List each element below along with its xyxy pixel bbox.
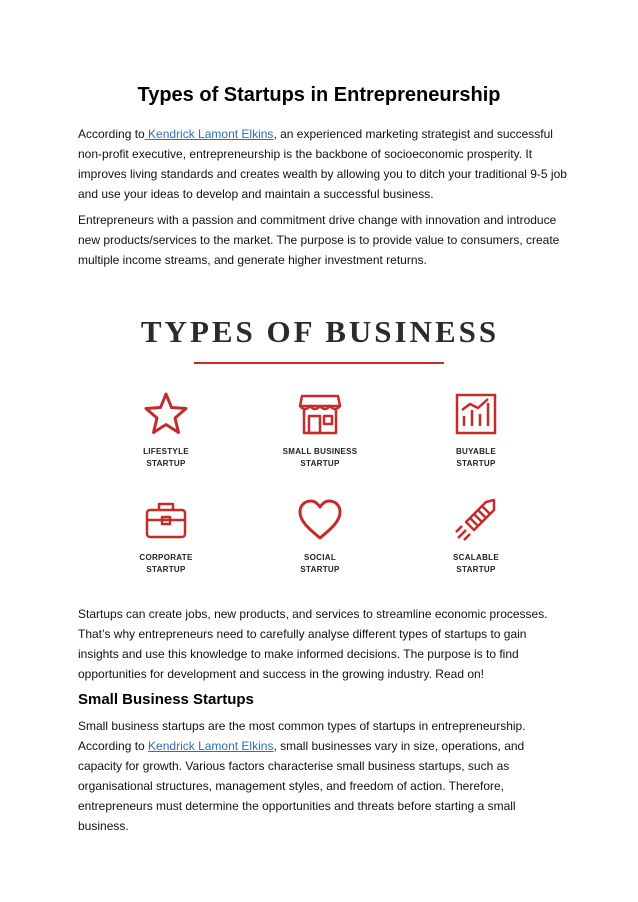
section-heading: Small Business Startups [78, 691, 254, 708]
corporate-startup-item [106, 496, 226, 576]
author-link-2[interactable]: Kendrick Lamont Elkins [148, 739, 274, 753]
item-label-line1: SCALABLE [453, 553, 499, 562]
rocket-icon [452, 496, 500, 544]
small-business-startup-item [260, 390, 380, 470]
briefcase-icon [142, 496, 190, 544]
social-startup-item [260, 496, 380, 576]
intro-rest: , an experienced marketing strategist and successful non-profit executive, entrepreneurship is the backbone of socioeconomic prosperity. It improves living standards and creates wealth by allowing you to ditch your traditional 9-5 job and use your ideas to develop and maintain a successful business. [78, 127, 567, 201]
item-label-line2: STARTUP [456, 565, 496, 574]
intro-prefix: According to [78, 127, 145, 141]
author-link[interactable]: Kendrick Lamont Elkins [144, 127, 274, 141]
item-label-line2: STARTUP [456, 459, 496, 468]
item-label-line1: SMALL BUSINESS [282, 447, 358, 456]
item-label-line2: STARTUP [146, 459, 186, 468]
graphic-divider [194, 362, 444, 364]
buyable-startup-item [416, 390, 536, 470]
item-label-line1: BUYABLE [455, 447, 497, 456]
bar-chart-icon [452, 390, 500, 438]
paragraph-3: Startups can create jobs, new products, and services to streamline economic processes. That’s why entrepreneurs need to carefully analyse different types of startups to gain insights and use this knowledge to make informed decisions. The purpose is to find opportunities for development and success in the growing industry. Read on! [78, 607, 548, 681]
section-text-2: , small businesses vary in size, operations, and capacity for growth. Various factors characterise small business startups, such as organisational structures, management styles, and freedom of action. Therefore, entrepreneurs must determine the opportunities and threats before starting a small business. [78, 739, 525, 833]
item-label-line1: CORPORATE [139, 553, 193, 562]
lifestyle-startup-item [106, 390, 226, 470]
storefront-icon [296, 390, 344, 438]
item-label-line2: STARTUP [300, 459, 340, 468]
types-of-business-graphic [120, 310, 520, 580]
star-icon [142, 390, 190, 438]
item-label-line2: STARTUP [146, 565, 186, 574]
page-title: Types of Startups in Entrepreneurship [137, 84, 501, 106]
paragraph-2: Entrepreneurs with a passion and commitment drive change with innovation and introduce new products/services to the market. The purpose is to provide value to consumers, create multiple income streams, and generate higher investment returns. [78, 213, 560, 267]
section-text-1: Small business startups are the most common types of startups in entrepreneurship. According to [78, 719, 526, 753]
scalable-startup-item [416, 496, 536, 576]
item-label-line1: SOCIAL [303, 553, 337, 562]
item-label-line1: LIFESTYLE [143, 447, 189, 456]
graphic-heading: TYPES OF BUSINESS [140, 314, 500, 349]
section-paragraph [78, 716, 568, 836]
intro-paragraph [78, 124, 568, 204]
item-label-line2: STARTUP [300, 565, 340, 574]
heart-icon [296, 496, 344, 544]
